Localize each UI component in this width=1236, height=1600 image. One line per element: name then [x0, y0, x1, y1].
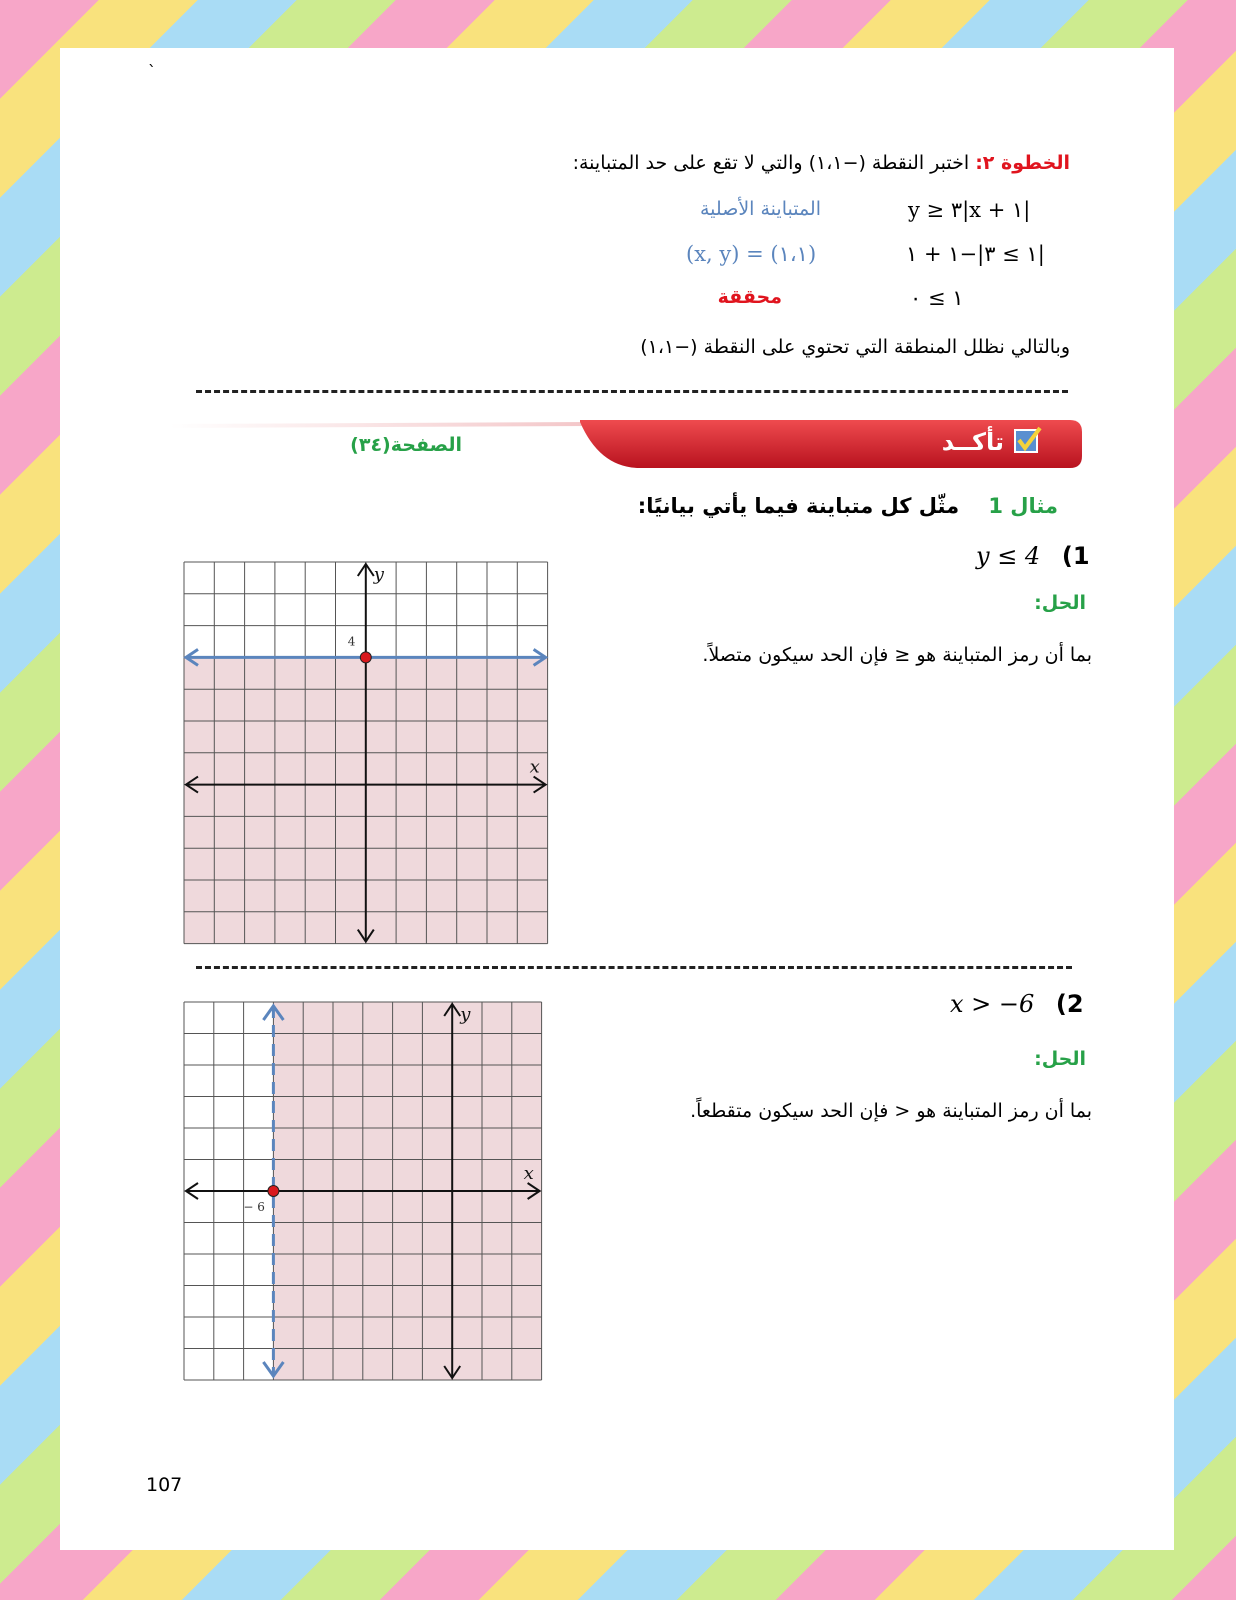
boundary-point [360, 652, 371, 663]
item1-inequality: y ≤ 4 [976, 542, 1041, 570]
item2-explanation: بما أن رمز المتباينة هو < فإن الحد سيكون متقطعاً. [690, 1100, 1092, 1122]
boundary-point-label: 4 [347, 634, 356, 649]
math-row-2: ١ ≥ ٣|−١ + ١| [906, 242, 1045, 266]
divider-2 [196, 966, 1072, 969]
item1-header [976, 542, 1090, 570]
stray-mark: ` [148, 62, 156, 81]
item2-inequality: x > −6 [950, 990, 1035, 1018]
y-axis-label: y [460, 1004, 471, 1025]
x-axis-label: x [529, 756, 540, 778]
example-text: مثّل كل متباينة فيما يأتي بيانيًا: [637, 494, 960, 518]
item2-number: (2 [1055, 990, 1084, 1018]
item1-explanation: بما أن رمز المتباينة هو ≤ فإن الحد سيكون متصلاً. [702, 644, 1092, 666]
math-row-3: ١ ≥ ٠ [910, 286, 964, 310]
note-row-3: محققة [717, 286, 782, 308]
example-heading [538, 494, 1058, 518]
step2-text: اختبر النقطة (−١،١) والتي لا تقع على حد المتباينة: [572, 152, 970, 174]
boundary-point [268, 1186, 279, 1197]
divider-1 [196, 390, 1068, 393]
step2-conclusion: وبالتالي نظلل المنطقة التي تحتوي على النقطة (−١،١) [640, 336, 1070, 358]
boundary-point-label: − 6 [243, 1200, 265, 1214]
example-label: مثال 1 [988, 494, 1058, 518]
page-number: 107 [146, 1474, 183, 1496]
step2-label: الخطوة ٢: [975, 152, 1070, 174]
item2-header [950, 990, 1084, 1018]
item2-solution-label: الحل: [1034, 1048, 1086, 1070]
banner-title: تأكــد [941, 428, 1004, 456]
banner-page-ref: الصفحة(٣٤) [350, 434, 462, 456]
graph-1 [180, 558, 554, 950]
x-axis-label: x [523, 1163, 534, 1184]
graph-2 [180, 998, 554, 1388]
item1-solution-label: الحل: [1034, 592, 1086, 614]
math-row-1: y ≥ ٣|x + ١| [908, 198, 1031, 222]
step2-line [450, 152, 1070, 174]
y-axis-label: y [373, 564, 384, 585]
note-row-1: المتباينة الأصلية [699, 198, 821, 220]
note-row-2: (x, y) = (١،١) [686, 242, 817, 266]
item1-number: (1 [1061, 542, 1090, 570]
